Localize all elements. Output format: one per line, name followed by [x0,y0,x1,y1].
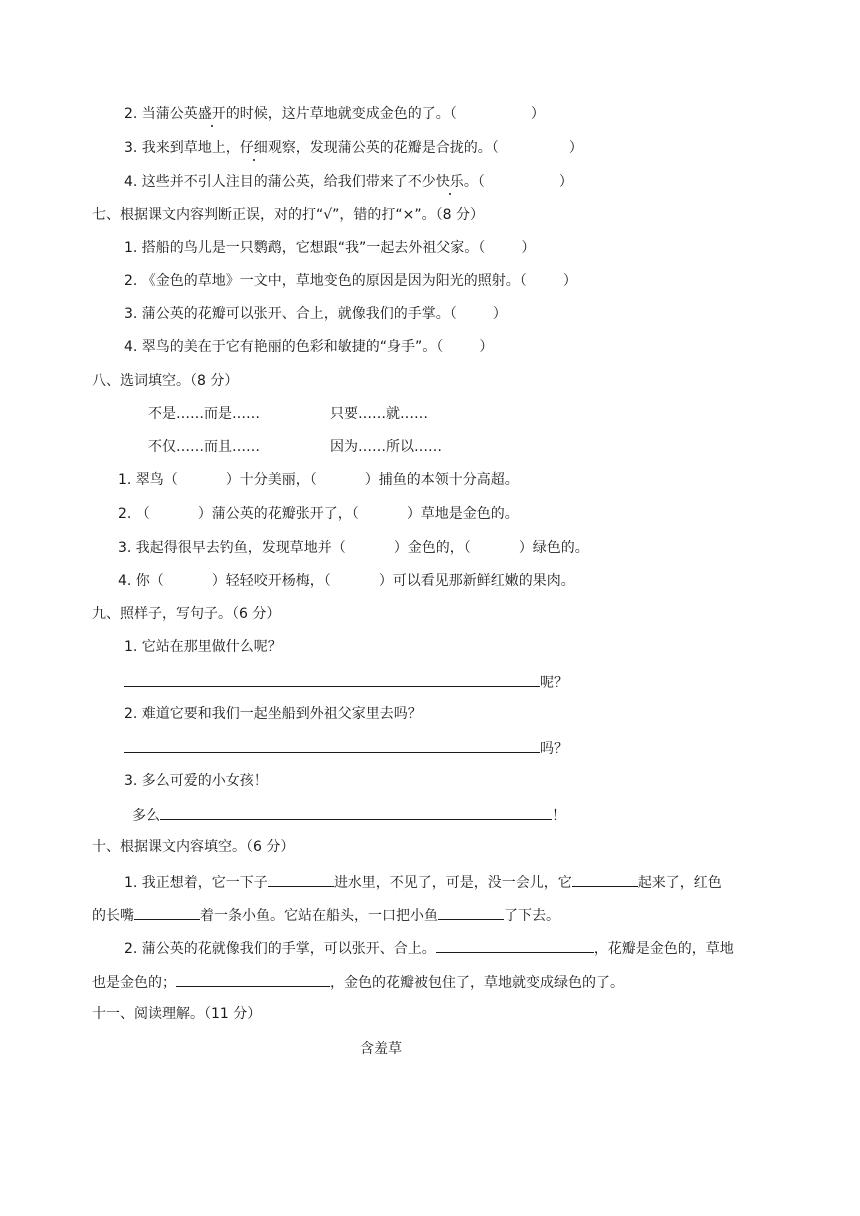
s7-item-3: 3. 蒲公英的花瓣可以张开、合上，就像我们的手掌。（ ） [124,306,507,322]
section-7-title: 七、根据课文内容判断正误，对的打“√”，错的打“×”。（8 分） [92,207,485,223]
word-option: 因为……所以…… [330,439,442,455]
s8-item-3: 3. 我起得很早去钓鱼，发现草地并（ ）金色的，（ ）绿色的。 [118,540,589,556]
s10-line-4: 也是金色的； ，金色的花瓣被包住了，草地就变成绿色的了。 [92,971,624,993]
s9-question-2: 2. 难道它要和我们一起坐船到外祖父家里去吗？ [124,706,422,722]
answer-line[interactable] [436,937,594,953]
section-11-title: 十一、阅读理解。（11 分） [92,1006,262,1022]
s9-answer-1: 呢？ [124,671,568,693]
s9-answer-3: 多么 ！ [132,804,566,826]
section-8-title: 八、选词填空。（8 分） [92,373,239,389]
answer-line[interactable] [438,904,504,920]
s9-question-3: 3. 多么可爱的小女孩！ [124,773,268,789]
s10-line-1: 1. 我正想着，它一下子 进水里，不见了，可是，没一会儿，它 起来了，红色 [124,871,722,893]
answer-line[interactable] [176,971,330,987]
s10-line-3: 2. 蒲公英的花就像我们的手掌，可以张开、合上。 ，花瓣是金色的，草地 [124,937,734,959]
section-10-title: 十、根据课文内容填空。（6 分） [92,839,295,855]
word-option: 不是……而是…… [148,406,260,422]
answer-line[interactable] [572,871,638,887]
section-9-title: 九、照样子，写句子。（6 分） [92,606,281,622]
dotted-word: 仔细 [239,140,268,156]
word-option: 只要……就…… [330,406,428,422]
s9-answer-2: 吗？ [124,737,568,759]
answer-line[interactable] [124,671,540,687]
dotted-word: 快乐 [435,174,464,190]
s6-item-4: 4. 这些并不引人注目的蒲公英，给我们带来了不少快乐。（ ） [124,174,573,190]
s8-item-4: 4. 你（ ）轻轻咬开杨梅，（ ）可以看见那新鲜红嫩的果肉。 [118,573,575,589]
s7-item-2: 2. 《金色的草地》一文中，草地变色的原因是因为阳光的照射。（ ） [124,273,577,289]
answer-line[interactable] [160,804,552,820]
passage-title: 含羞草 [360,1041,402,1057]
s8-item-2: 2. （ ）蒲公英的花瓣张开了，（ ）草地是金色的。 [118,506,519,522]
s6-item-3: 3. 我来到草地上，仔细观察，发现蒲公英的花瓣是合拢的。（ ） [124,140,583,156]
dotted-word: 盛开 [197,106,226,122]
s9-question-1: 1. 它站在那里做什么呢？ [124,639,282,655]
answer-line[interactable] [124,737,540,753]
s10-line-2: 的长嘴 着一条小鱼。它站在船头，一口把小鱼 了下去。 [92,904,560,926]
s6-item-2: 2. 当蒲公英盛开的时候，这片草地就变成金色的了。（ ） [124,106,545,122]
s7-item-1: 1. 搭船的鸟儿是一只鹦鹉，它想跟“我”一起去外祖父家。（ ） [124,240,536,256]
answer-line[interactable] [134,904,200,920]
s7-item-4: 4. 翠鸟的美在于它有艳丽的色彩和敏捷的“身手”。（ ） [124,339,494,355]
answer-line[interactable] [268,871,334,887]
s8-item-1: 1. 翠鸟（ ）十分美丽，（ ）捕鱼的本领十分高超。 [118,472,519,488]
word-option: 不仅……而且…… [148,439,260,455]
